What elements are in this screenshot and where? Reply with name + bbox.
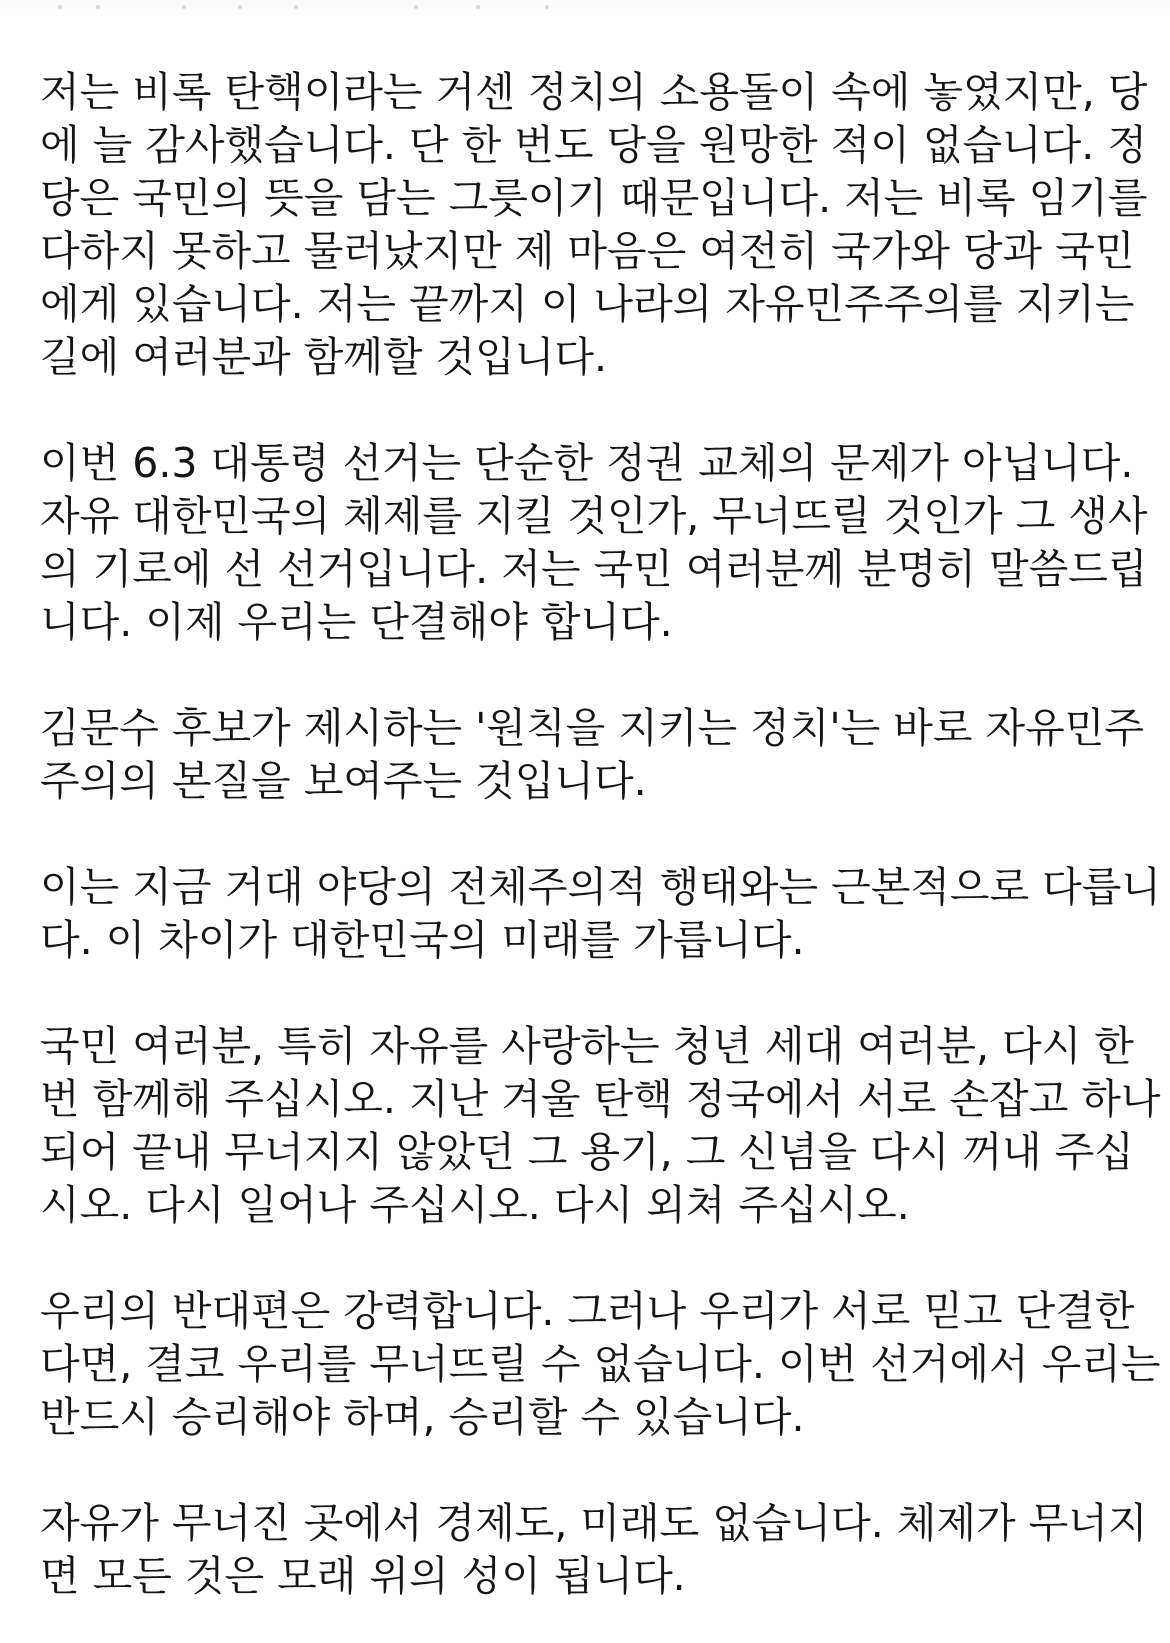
paragraph-4 [40,861,1161,967]
text-line: 주의의 본질을 보여주는 것입니다. [40,757,647,805]
paragraph-5 [40,1020,1161,1232]
paragraph-6 [40,1285,1161,1444]
text-line: 다. 이 차이가 대한민국의 미래를 가릅니다. [40,916,805,964]
cropped-top-edge [0,0,1170,18]
text-line: 니다. 이제 우리는 단결해야 합니다. [40,598,673,646]
text-line: 반드시 승리해야 하며, 승리할 수 있습니다. [40,1393,805,1441]
text-line: 우리의 반대편은 강력합니다. 그러나 우리가 서로 믿고 단결한 [40,1287,1135,1335]
text-line: 에게 있습니다. 저는 끝까지 이 나라의 자유민주주의를 지키는 [40,280,1135,328]
text-line: 다면, 결코 우리를 무너뜨릴 수 없습니다. 이번 선거에서 우리는 [40,1340,1161,1388]
text-line: 당은 국민의 뜻을 담는 그릇이기 때문입니다. 저는 비록 임기를 [40,174,1148,222]
paragraph-3 [40,702,1150,808]
paragraph-2 [40,437,1150,649]
text-line: 저는 비록 탄핵이라는 거센 정치의 소용돌이 속에 놓였지만, 당 [40,68,1148,116]
text-line: 김문수 후보가 제시하는 '원칙을 지키는 정치'는 바로 자유민주 [40,704,1144,752]
text-line: 번 함께해 주십시오. 지난 겨울 탄핵 정국에서 서로 손잡고 하나 [40,1075,1161,1123]
text-line: 자유 대한민국의 체제를 지킬 것인가, 무너뜨릴 것인가 그 생사 [40,492,1148,540]
text-line: 되어 끝내 무너지지 않았던 그 용기, 그 신념을 다시 꺼내 주십 [40,1128,1134,1176]
text-line: 에 늘 감사했습니다. 단 한 번도 당을 원망한 적이 없습니다. 정 [40,121,1147,169]
text-line: 의 기로에 선 선거입니다. 저는 국민 여러분께 분명히 말씀드립 [40,545,1148,593]
text-line: 시오. 다시 일어나 주십시오. 다시 외쳐 주십시오. [40,1181,910,1229]
paragraph-7 [40,1497,1150,1603]
text-line: 다하지 못하고 물러났지만 제 마음은 여전히 국가와 당과 국민 [40,227,1135,275]
text-line: 이번 6.3 대통령 선거는 단순한 정권 교체의 문제가 아닙니다. [40,439,1134,487]
text-line: 길에 여러분과 함께할 것입니다. [40,333,608,381]
paragraph-1 [40,66,1150,384]
text-line: 이는 지금 거대 야당의 전체주의적 행태와는 근본적으로 다릅니 [40,863,1161,911]
text-line: 면 모든 것은 모래 위의 성이 됩니다. [40,1552,686,1600]
text-line: 국민 여러분, 특히 자유를 사랑하는 청년 세대 여러분, 다시 한 [40,1022,1134,1070]
article-body [40,66,1161,1643]
text-line: 자유가 무너진 곳에서 경제도, 미래도 없습니다. 체제가 무너지 [40,1499,1148,1547]
